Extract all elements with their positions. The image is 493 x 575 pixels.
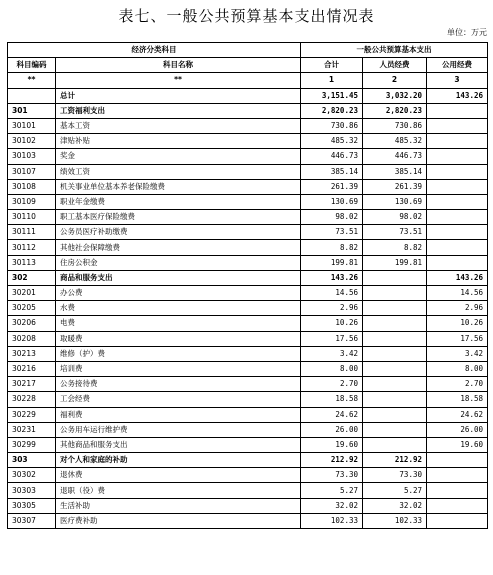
cell-personnel: 73.51	[363, 225, 427, 240]
cell-personnel: 2,820.23	[363, 103, 427, 118]
cell-code: 30299	[8, 437, 56, 452]
cell-code: 30103	[8, 149, 56, 164]
cell-total: 385.14	[301, 164, 363, 179]
header-public-index: 3	[427, 73, 488, 88]
cell-name: 奖金	[56, 149, 301, 164]
cell-code: 30112	[8, 240, 56, 255]
cell-total: 8.00	[301, 361, 363, 376]
cell-public	[427, 483, 488, 498]
cell-name: 公务用车运行维护费	[56, 422, 301, 437]
cell-code: 302	[8, 270, 56, 285]
cell-total: 485.32	[301, 134, 363, 149]
cell-personnel	[363, 270, 427, 285]
cell-code: 30305	[8, 498, 56, 513]
cell-total: 17.56	[301, 331, 363, 346]
cell-total: 73.51	[301, 225, 363, 240]
cell-code: 30229	[8, 407, 56, 422]
cell-code: 30208	[8, 331, 56, 346]
cell-personnel: 8.82	[363, 240, 427, 255]
cell-code: 30108	[8, 179, 56, 194]
expenditure-table	[7, 42, 488, 529]
table-row	[8, 422, 488, 437]
header-total-index: 1	[301, 73, 363, 88]
header-subject-name: 科目名称	[56, 58, 301, 73]
cell-code: 30307	[8, 513, 56, 528]
cell-name: 公务员医疗补助缴费	[56, 225, 301, 240]
cell-public: 18.58	[427, 392, 488, 407]
table-row	[8, 118, 488, 133]
table-row	[8, 103, 488, 118]
table-row	[8, 225, 488, 240]
cell-total: 73.30	[301, 468, 363, 483]
cell-name: 电费	[56, 316, 301, 331]
table-row	[8, 179, 488, 194]
cell-name: 住房公积金	[56, 255, 301, 270]
cell-public	[427, 134, 488, 149]
cell-public	[427, 194, 488, 209]
cell-name: 职工基本医疗保险缴费	[56, 210, 301, 225]
header-name-marker: **	[56, 73, 301, 88]
table-row	[8, 483, 488, 498]
header-personnel-index: 2	[363, 73, 427, 88]
cell-personnel: 730.86	[363, 118, 427, 133]
header-basic-expenditure: 一般公共预算基本支出	[301, 43, 488, 58]
cell-public: 2.70	[427, 377, 488, 392]
cell-name: 培训费	[56, 361, 301, 376]
cell-public: 19.60	[427, 437, 488, 452]
page-title: 表七、一般公共预算基本支出情况表	[118, 7, 375, 25]
cell-personnel: 130.69	[363, 194, 427, 209]
table-header-index-row	[8, 73, 488, 88]
cell-personnel: 385.14	[363, 164, 427, 179]
cell-public	[427, 103, 488, 118]
cell-public: 10.26	[427, 316, 488, 331]
cell-name: 福利费	[56, 407, 301, 422]
cell-total: 730.86	[301, 118, 363, 133]
header-code-marker: **	[8, 73, 56, 88]
cell-name: 对个人和家庭的补助	[56, 453, 301, 468]
cell-code: 303	[8, 453, 56, 468]
cell-total: 446.73	[301, 149, 363, 164]
cell-name: 其他社会保障缴费	[56, 240, 301, 255]
cell-personnel: 102.33	[363, 513, 427, 528]
cell-total: 26.00	[301, 422, 363, 437]
table-row	[8, 210, 488, 225]
table-row	[8, 513, 488, 528]
header-economic-classification: 经济分类科目	[8, 43, 301, 58]
cell-public	[427, 164, 488, 179]
table-row	[8, 498, 488, 513]
cell-total: 5.27	[301, 483, 363, 498]
table-row	[8, 437, 488, 452]
cell-public	[427, 179, 488, 194]
cell-total: 3,151.45	[301, 88, 363, 103]
cell-name: 取暖费	[56, 331, 301, 346]
cell-code: 30102	[8, 134, 56, 149]
table-row	[8, 316, 488, 331]
cell-code: 30107	[8, 164, 56, 179]
cell-personnel	[363, 346, 427, 361]
cell-total: 143.26	[301, 270, 363, 285]
cell-total: 130.69	[301, 194, 363, 209]
cell-personnel	[363, 407, 427, 422]
cell-code: 30213	[8, 346, 56, 361]
cell-personnel: 212.92	[363, 453, 427, 468]
table-row	[8, 164, 488, 179]
cell-personnel: 3,032.20	[363, 88, 427, 103]
table-row	[8, 361, 488, 376]
cell-name: 总计	[56, 88, 301, 103]
cell-code: 30113	[8, 255, 56, 270]
cell-personnel	[363, 331, 427, 346]
cell-name: 绩效工资	[56, 164, 301, 179]
cell-name: 津贴补贴	[56, 134, 301, 149]
cell-code: 30111	[8, 225, 56, 240]
cell-personnel	[363, 377, 427, 392]
table-row	[8, 134, 488, 149]
cell-public	[427, 453, 488, 468]
cell-code: 30216	[8, 361, 56, 376]
cell-public: 143.26	[427, 88, 488, 103]
table-row	[8, 270, 488, 285]
cell-public: 17.56	[427, 331, 488, 346]
cell-total: 8.82	[301, 240, 363, 255]
cell-code: 301	[8, 103, 56, 118]
header-personnel: 人员经费	[363, 58, 427, 73]
cell-total: 2.96	[301, 301, 363, 316]
cell-personnel	[363, 301, 427, 316]
cell-name: 商品和服务支出	[56, 270, 301, 285]
cell-code	[8, 88, 56, 103]
cell-code: 30109	[8, 194, 56, 209]
table-row	[8, 453, 488, 468]
cell-public: 8.00	[427, 361, 488, 376]
table-row	[8, 377, 488, 392]
cell-name: 其他商品和服务支出	[56, 437, 301, 452]
cell-code: 30228	[8, 392, 56, 407]
cell-name: 机关事业单位基本养老保险缴费	[56, 179, 301, 194]
cell-name: 职业年金缴费	[56, 194, 301, 209]
header-subject-code: 科目编码	[8, 58, 56, 73]
cell-personnel: 199.81	[363, 255, 427, 270]
table-row	[8, 88, 488, 103]
table-row	[8, 392, 488, 407]
cell-code: 30217	[8, 377, 56, 392]
cell-total: 2.70	[301, 377, 363, 392]
cell-name: 办公费	[56, 286, 301, 301]
cell-total: 261.39	[301, 179, 363, 194]
cell-public	[427, 240, 488, 255]
header-public: 公用经费	[427, 58, 488, 73]
cell-name: 退休费	[56, 468, 301, 483]
cell-personnel: 32.02	[363, 498, 427, 513]
cell-public	[427, 118, 488, 133]
cell-total: 32.02	[301, 498, 363, 513]
cell-public	[427, 255, 488, 270]
cell-code: 30201	[8, 286, 56, 301]
cell-public	[427, 149, 488, 164]
table-row	[8, 407, 488, 422]
cell-personnel	[363, 392, 427, 407]
unit-label: 单位：万元	[447, 28, 487, 37]
cell-total: 2,820.23	[301, 103, 363, 118]
table-header-columns-row	[8, 58, 488, 73]
cell-name: 公务接待费	[56, 377, 301, 392]
cell-total: 102.33	[301, 513, 363, 528]
cell-public: 24.62	[427, 407, 488, 422]
cell-code: 30205	[8, 301, 56, 316]
cell-name: 维修（护）费	[56, 346, 301, 361]
cell-total: 24.62	[301, 407, 363, 422]
cell-name: 医疗费补助	[56, 513, 301, 528]
cell-code: 30110	[8, 210, 56, 225]
table-row	[8, 468, 488, 483]
cell-personnel: 98.02	[363, 210, 427, 225]
cell-public: 2.96	[427, 301, 488, 316]
cell-public	[427, 210, 488, 225]
cell-code: 30303	[8, 483, 56, 498]
cell-total: 212.92	[301, 453, 363, 468]
cell-total: 3.42	[301, 346, 363, 361]
table-row	[8, 240, 488, 255]
cell-personnel: 446.73	[363, 149, 427, 164]
cell-code: 30101	[8, 118, 56, 133]
cell-public	[427, 498, 488, 513]
table-row	[8, 286, 488, 301]
cell-personnel: 73.30	[363, 468, 427, 483]
cell-personnel	[363, 361, 427, 376]
table-row	[8, 255, 488, 270]
cell-name: 水费	[56, 301, 301, 316]
cell-total: 98.02	[301, 210, 363, 225]
cell-total: 199.81	[301, 255, 363, 270]
cell-personnel	[363, 316, 427, 331]
cell-personnel	[363, 437, 427, 452]
cell-name: 退职（役）费	[56, 483, 301, 498]
cell-total: 18.58	[301, 392, 363, 407]
cell-public	[427, 468, 488, 483]
header-total: 合计	[301, 58, 363, 73]
table-row	[8, 194, 488, 209]
table-row	[8, 301, 488, 316]
cell-personnel	[363, 422, 427, 437]
table-row	[8, 149, 488, 164]
cell-personnel: 5.27	[363, 483, 427, 498]
cell-total: 19.60	[301, 437, 363, 452]
cell-personnel: 261.39	[363, 179, 427, 194]
table-row	[8, 331, 488, 346]
cell-personnel	[363, 286, 427, 301]
table-header-group-row	[8, 43, 488, 58]
cell-public	[427, 513, 488, 528]
cell-total: 14.56	[301, 286, 363, 301]
cell-code: 30231	[8, 422, 56, 437]
cell-public: 14.56	[427, 286, 488, 301]
cell-public: 3.42	[427, 346, 488, 361]
cell-total: 10.26	[301, 316, 363, 331]
cell-name: 生活补助	[56, 498, 301, 513]
cell-name: 基本工资	[56, 118, 301, 133]
cell-name: 工会经费	[56, 392, 301, 407]
cell-name: 工资福利支出	[56, 103, 301, 118]
cell-public: 143.26	[427, 270, 488, 285]
table-row	[8, 346, 488, 361]
cell-code: 30302	[8, 468, 56, 483]
cell-personnel: 485.32	[363, 134, 427, 149]
cell-public: 26.00	[427, 422, 488, 437]
cell-public	[427, 225, 488, 240]
cell-code: 30206	[8, 316, 56, 331]
